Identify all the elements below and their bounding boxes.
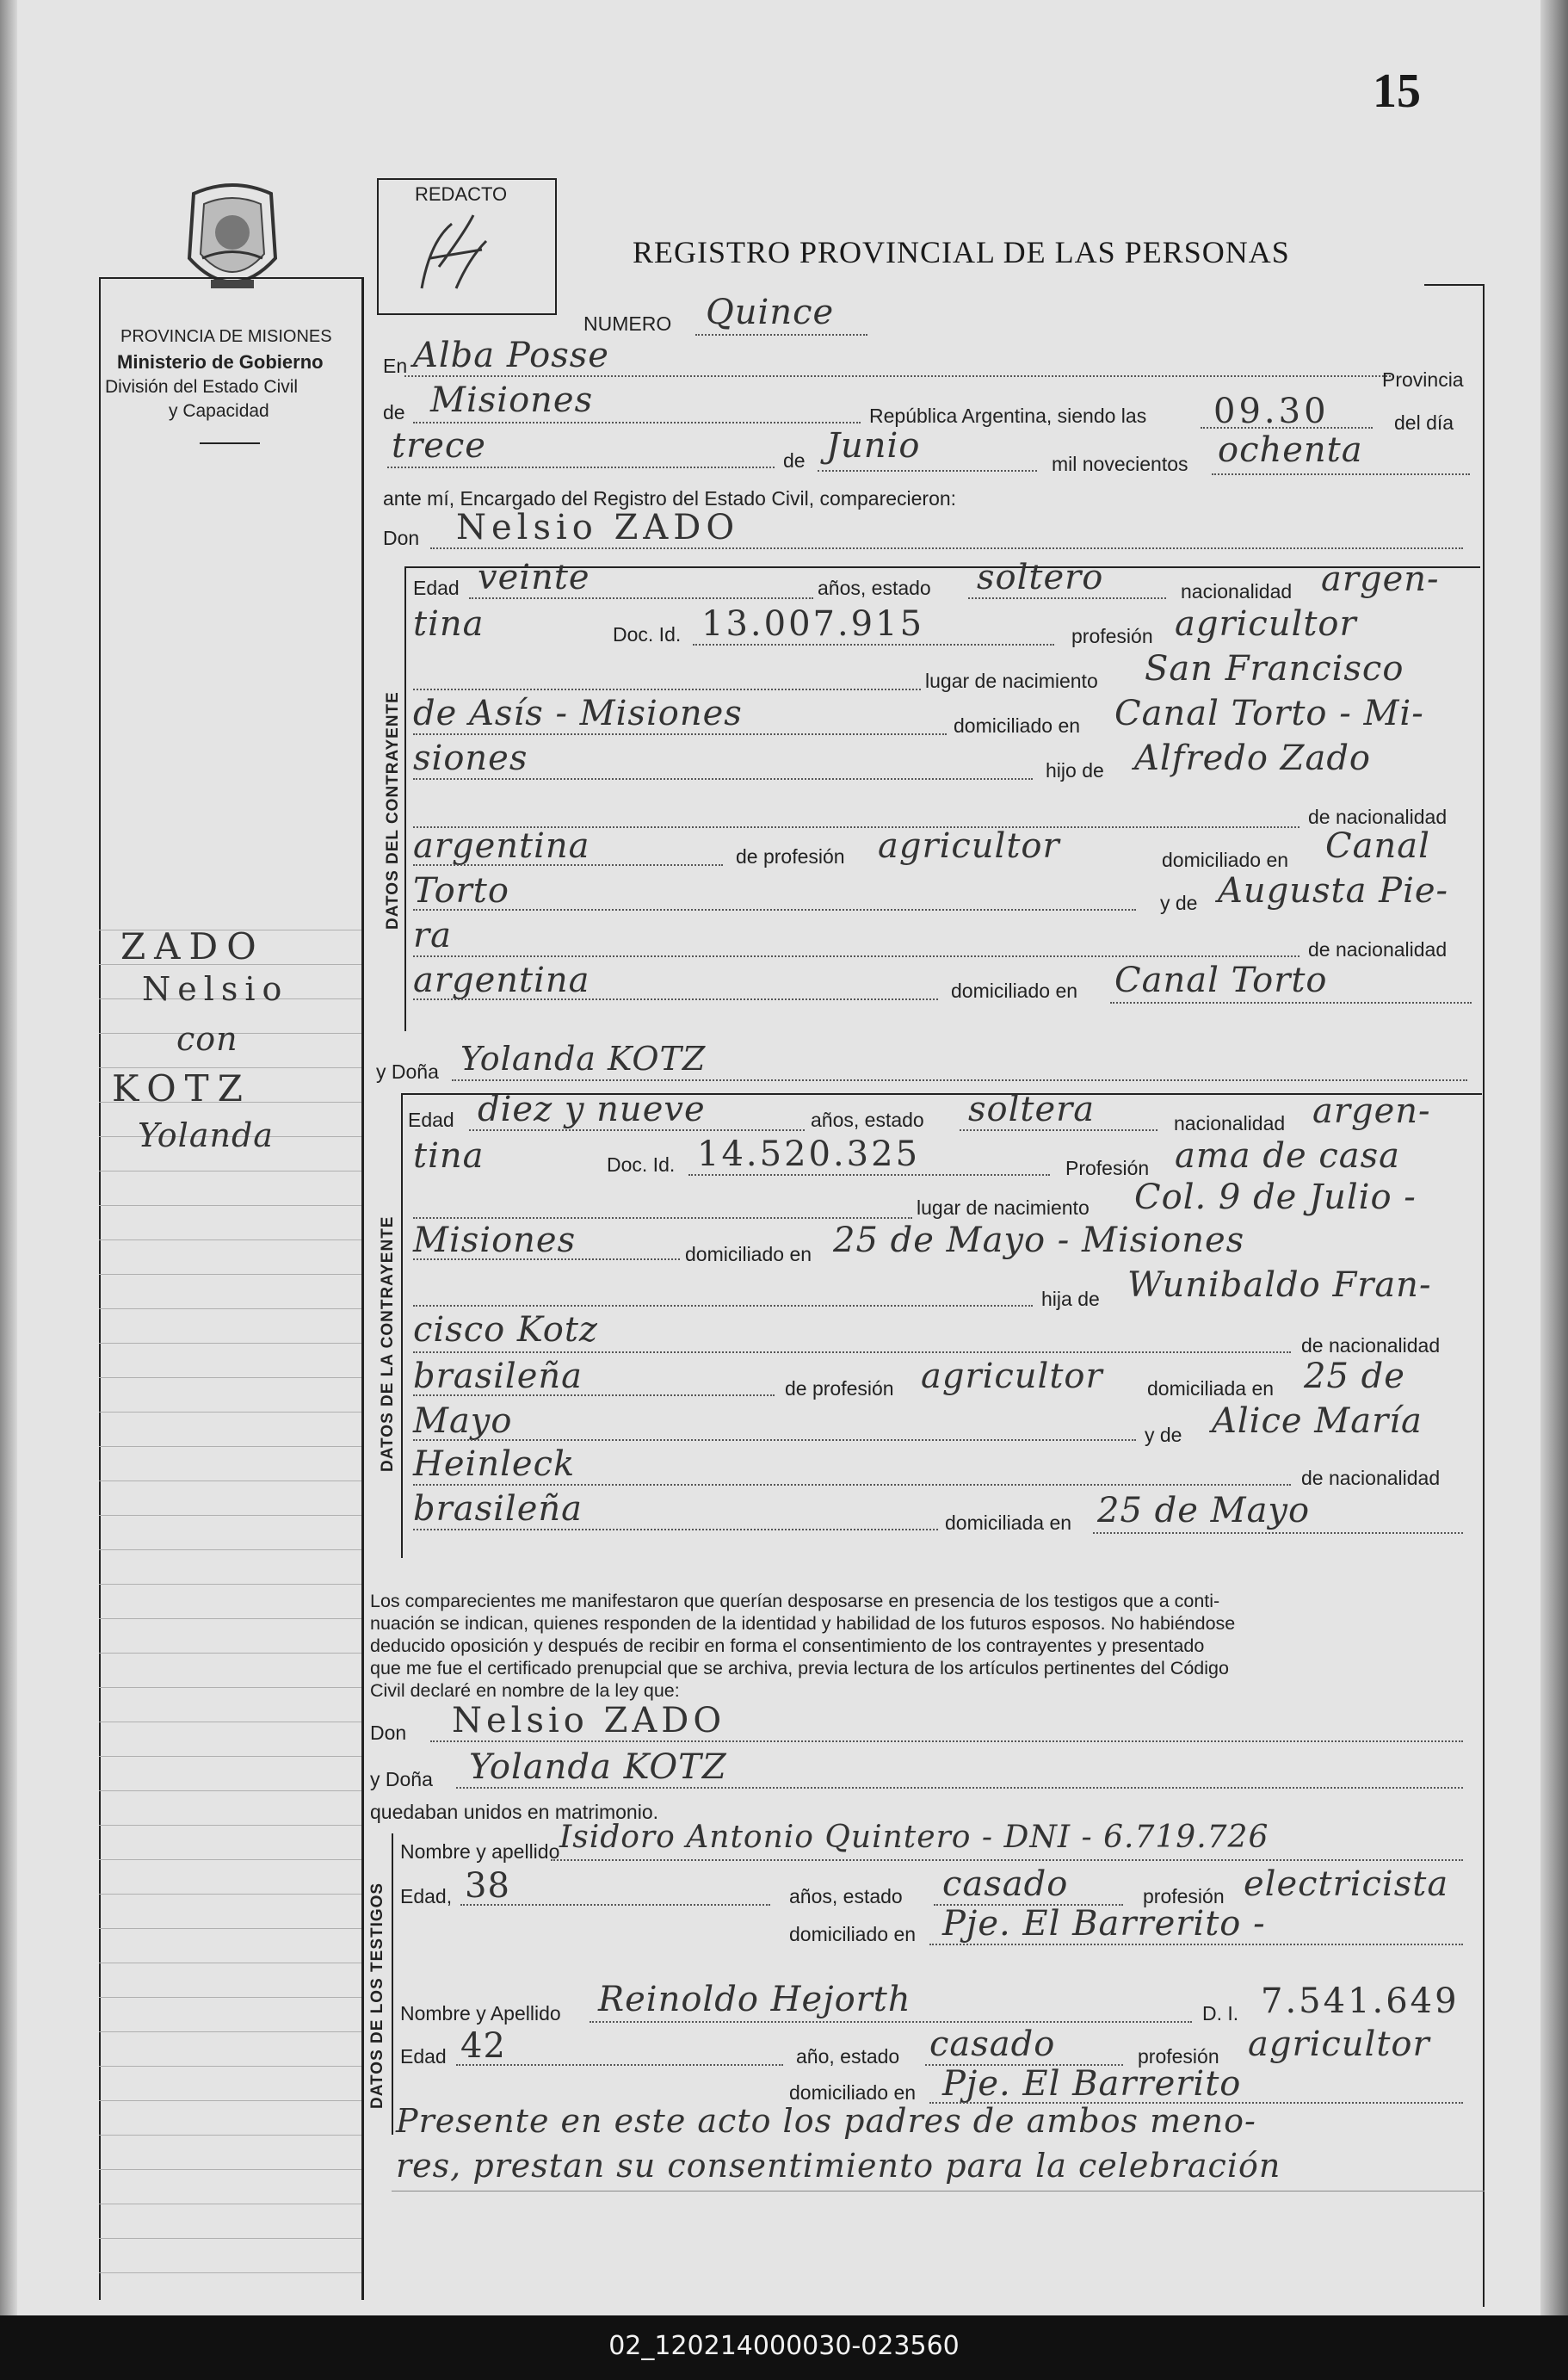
contrayente-name-dots — [430, 547, 1463, 549]
footer-id: 02_120214000030-023560 — [608, 2331, 960, 2361]
margin-note-surname: ZADO — [120, 925, 265, 967]
a-madre-dom-dots — [1093, 1532, 1463, 1534]
statement-quedaban: quedaban unidos en matrimonio. — [370, 1801, 659, 1823]
c-padre-domicilio-label: domiciliado en — [1162, 849, 1289, 871]
a-hija-label: hija de — [1041, 1288, 1100, 1310]
de2-label: de — [783, 449, 806, 472]
a-nacionalidad-value: argen- — [1312, 1091, 1431, 1131]
t2-edad-label: Edad — [400, 2045, 447, 2068]
c-padre-domicilio2: Torto — [413, 871, 509, 911]
contrayenta-dona-label: y Doña — [376, 1060, 439, 1083]
de-label: de — [383, 401, 405, 423]
contrayenta-name: Yolanda KOTZ — [460, 1040, 707, 1078]
republica-label: República Argentina, siendo las — [869, 405, 1147, 427]
mid-frame-vertical — [361, 277, 364, 2300]
division-label: División del Estado Civil — [105, 377, 299, 397]
a-de-nacionalidad-label: de nacionalidad — [1301, 1334, 1441, 1357]
redacto-initials — [404, 207, 499, 306]
t1-domicilio-value: Pje. El Barrerito - — [942, 1904, 1266, 1944]
a-lugar-value2: Misiones — [413, 1221, 577, 1260]
page-number: 15 — [1373, 65, 1421, 118]
t2-domicilio-value: Pje. El Barrerito — [942, 2064, 1242, 2104]
footer-bar — [0, 2315, 1568, 2380]
statement-line2: nuación se indican, quienes responden de la identidad y habilidad de los futuros esposos. No habiéndose — [370, 1613, 1236, 1634]
c-madre-domicilio-label: domiciliado en — [951, 980, 1078, 1002]
de-dots — [413, 422, 861, 423]
redacto-label: REDACTO — [415, 183, 508, 205]
c-madre-dom-dots — [1110, 1002, 1472, 1004]
t1-profesion-value: electricista — [1244, 1864, 1449, 1904]
c-nacionalidad-value: argen- — [1321, 559, 1440, 599]
margin-note-con: con — [176, 1020, 238, 1058]
a-padre-nac-dots — [413, 1394, 775, 1396]
hora-value: 09.30 — [1213, 392, 1330, 431]
hora-dots — [1201, 427, 1373, 429]
a-lugar-label: lugar de nacimiento — [917, 1196, 1090, 1219]
a-profesion-value: ama de casa — [1175, 1136, 1400, 1176]
mil-label: mil novecientos — [1052, 453, 1188, 475]
t1-profesion-label: profesión — [1143, 1885, 1225, 1907]
binding-edge — [0, 0, 17, 2315]
c-padre-profesion: agricultor — [878, 826, 1060, 866]
right-edge — [1540, 0, 1568, 2315]
a-anios-label: años, estado — [811, 1109, 924, 1131]
a-doc-label: Doc. Id. — [607, 1153, 676, 1176]
a-padre-profesion: agricultor — [921, 1357, 1103, 1396]
a-madre-value2: Heinleck — [413, 1444, 576, 1484]
a-padre-domicilio: 25 de — [1304, 1357, 1405, 1396]
a-domicilio-value: 25 de Mayo - Misiones — [833, 1221, 1245, 1260]
c-profesion-value: agricultor — [1175, 604, 1357, 644]
t2-domicilio-label: domiciliado en — [789, 2081, 917, 2104]
a-padre-domicilio2: Mayo — [413, 1401, 513, 1441]
a-madre-value: Alice María — [1212, 1401, 1423, 1441]
c-doc-dots — [693, 644, 1054, 646]
contrayenta-name-dots — [452, 1079, 1467, 1081]
t2-profesion-value: agricultor — [1248, 2025, 1430, 2064]
a-doc-value: 14.520.325 — [697, 1134, 921, 1174]
c-lugar-value2: de Asís - Misiones — [413, 694, 743, 733]
a-lugar-value: Col. 9 de Julio - — [1134, 1178, 1417, 1217]
ministry-label: Ministerio de Gobierno — [117, 351, 324, 373]
anio-value: ochenta — [1218, 430, 1363, 470]
a-doc-dots — [688, 1174, 1050, 1176]
c-de-nacionalidad-label: de nacionalidad — [1308, 806, 1448, 828]
testigos-note-line2: res, prestan su consentimiento para la celebración — [396, 2147, 1281, 2185]
t1-domicilio-label: domiciliado en — [789, 1923, 917, 1945]
c-edad-label: Edad — [413, 577, 460, 599]
a-hija-dots — [413, 1305, 1033, 1307]
a-de-nacionalidad-label2: de nacionalidad — [1301, 1467, 1441, 1489]
c-hijo-dots — [413, 778, 1033, 780]
c-nacionalidad-label: nacionalidad — [1181, 580, 1293, 603]
c-de-nacionalidad-label2: de nacionalidad — [1308, 938, 1448, 961]
testigos-note-line1: Presente en este acto los padres de ambos meno- — [396, 2102, 1256, 2140]
t2-di-value: 7.541.649 — [1261, 1981, 1460, 2021]
contrayenta-section-label: DATOS DE LA CONTRAYENTE — [379, 1215, 397, 1472]
a-de-profesion-label: de profesión — [785, 1377, 894, 1400]
t1-edad-dots — [460, 1904, 770, 1906]
c-domicilio-value2: siones — [413, 739, 528, 778]
c-hijo-label: hijo de — [1046, 759, 1104, 782]
t1-estado-value: casado — [942, 1864, 1069, 1904]
t1-estado-label: años, estado — [789, 1885, 903, 1907]
en-dots — [404, 375, 1394, 377]
c-padre-nacionalidad: argentina — [413, 826, 590, 866]
division2-label: y Capacidad — [169, 401, 269, 421]
c-madre-value2: ra — [413, 916, 452, 955]
t2-nombre-dots — [590, 2021, 1192, 2023]
c-lugar-dots-left — [413, 689, 921, 690]
a-profesion-label: Profesión — [1065, 1157, 1150, 1179]
contrayente-left-rule — [404, 566, 406, 1031]
anio-dots — [1212, 473, 1470, 475]
c-domicilio-value: Canal Torto - Mi- — [1114, 694, 1424, 733]
c-anios-label: años, estado — [818, 577, 931, 599]
ante-mi-text: ante mí, Encargado del Registro del Estado Civil, comparecieron: — [383, 487, 957, 510]
t1-edad-value: 38 — [465, 1866, 510, 1906]
del-dia-label: del día — [1394, 411, 1454, 434]
coat-of-arms-seal — [176, 176, 288, 306]
a-padre-nacionalidad: brasileña — [413, 1357, 583, 1396]
t2-nombre-value: Reinoldo Hejorth — [598, 1980, 911, 2019]
testigos-left-rule — [392, 1833, 393, 2135]
a-edad-value: diez y nueve — [478, 1090, 706, 1129]
a-lugar2-dots — [413, 1258, 680, 1260]
testigos-section-label: DATOS DE LOS TESTIGOS — [368, 1882, 386, 2109]
c-madre-nac-dots — [413, 998, 938, 1000]
province-label: PROVINCIA DE MISIONES — [120, 327, 332, 346]
t2-edad-dots — [456, 2064, 783, 2066]
c-madre2-dots — [413, 955, 1299, 957]
c-lugar-value: San Francisco — [1145, 649, 1404, 689]
a-padre-value: Wunibaldo Fran- — [1127, 1265, 1432, 1305]
t2-nombre-label: Nombre y Apellido — [400, 2002, 561, 2025]
statement-dona-value: Yolanda KOTZ — [469, 1747, 727, 1787]
a-padre-domicilio-label: domiciliada en — [1147, 1377, 1275, 1400]
dia-value: trece — [392, 426, 486, 466]
contrayenta-left-rule — [401, 1093, 403, 1558]
c-edad-value: veinte — [478, 558, 590, 597]
a-edad-dots — [469, 1129, 805, 1131]
contrayente-name: Nelsio ZADO — [456, 508, 740, 547]
margin-note-name: Nelsio — [142, 970, 289, 1008]
c-madre-value: Augusta Pie- — [1218, 871, 1449, 911]
a-madre-dots — [413, 1439, 1136, 1441]
a-edad-label: Edad — [408, 1109, 454, 1131]
c-estado-dots — [968, 597, 1166, 599]
a-estado-dots — [960, 1129, 1157, 1131]
statement-dona-label: y Doña — [370, 1768, 433, 1790]
c-domiciliado-label: domiciliado en — [954, 714, 1081, 737]
c-madre-dots — [413, 909, 1136, 911]
c-de-profesion-label: de profesión — [736, 845, 845, 868]
dia-dots — [387, 467, 775, 468]
t2-estado-value: casado — [929, 2025, 1056, 2064]
a-madre2-dots — [413, 1484, 1291, 1486]
a-madre-domicilio-label: domiciliada en — [945, 1511, 1072, 1534]
numero-label: NUMERO — [583, 312, 672, 335]
a-madre-domicilio: 25 de Mayo — [1097, 1491, 1311, 1530]
a-domiciliado-label: domiciliado en — [685, 1243, 812, 1265]
c-estado-value: soltero — [977, 558, 1104, 597]
c-y-de-label: y de — [1160, 892, 1198, 914]
c-lugar2-dots — [413, 733, 947, 735]
c-edad-dots — [469, 597, 813, 599]
t1-domicilio-dots — [929, 1944, 1463, 1945]
header-short-rule — [200, 442, 260, 444]
c-madre-domicilio: Canal Torto — [1114, 961, 1328, 1000]
contrayente-don-label: Don — [383, 527, 420, 549]
c-padre-value: Alfredo Zado — [1134, 739, 1372, 778]
t1-nombre-label: Nombre y apellido — [400, 1840, 560, 1863]
statement-line3: deducido oposición y después de recibir en forma el consentimiento de los contrayentes y presentado — [370, 1635, 1205, 1656]
statement-don-dots — [430, 1740, 1463, 1742]
mes-value: Junio — [826, 426, 921, 466]
registry-title: REGISTRO PROVINCIAL DE LAS PERSONAS — [633, 235, 1290, 269]
margin-note-surname2: KOTZ — [112, 1067, 251, 1110]
left-frame-top — [99, 277, 364, 279]
c-madre-nacionalidad: argentina — [413, 961, 590, 1000]
margin-note-name2: Yolanda — [138, 1116, 274, 1154]
c-nacionalidad-value2: tina — [413, 604, 485, 644]
c-profesion-label: profesión — [1071, 625, 1153, 647]
mes-dots — [818, 470, 1037, 472]
a-lugar-dots-left — [413, 1217, 912, 1219]
statement-dona-dots — [456, 1787, 1463, 1789]
c-doc-label: Doc. Id. — [613, 623, 682, 646]
statement-line5: Civil declaré en nombre de la ley que: — [370, 1680, 680, 1701]
t2-estado-label: año, estado — [796, 2045, 900, 2068]
contrayente-section-label: DATOS DEL CONTRAYENTE — [384, 691, 402, 930]
numero-dots — [695, 334, 867, 336]
t2-di-label: D. I. — [1202, 2002, 1239, 2025]
right-frame-top — [1424, 284, 1485, 286]
statement-don-label: Don — [370, 1722, 407, 1744]
statement-line4: que me fue el certificado prenupcial que se archiva, previa lectura de los artículos pertinentes del Código — [370, 1658, 1229, 1678]
de-value: Misiones — [430, 380, 594, 420]
right-frame-vertical — [1483, 284, 1485, 2307]
t1-edad-label: Edad, — [400, 1885, 453, 1907]
numero-value: Quince — [706, 293, 835, 332]
en-value: Alba Posse — [413, 336, 609, 375]
a-madre-nacionalidad: brasileña — [413, 1489, 583, 1529]
provincia-label: Provincia — [1382, 368, 1464, 391]
a-padre-value2: cisco Kotz — [413, 1310, 598, 1350]
a-padre2-dots — [413, 1351, 1291, 1353]
a-estado-value: soltera — [968, 1090, 1096, 1129]
a-y-de-label: y de — [1145, 1424, 1182, 1446]
c-padre-domicilio: Canal — [1325, 826, 1430, 866]
en-label: En — [383, 355, 408, 377]
statement-don-value: Nelsio ZADO — [452, 1701, 726, 1740]
statement-line1: Los comparecientes me manifestaron que querían desposarse en presencia de los testigos que a conti- — [370, 1591, 1220, 1611]
a-madre-nac-dots — [413, 1529, 938, 1530]
t1-nombre-value: Isidoro Antonio Quintero - DNI - 6.719.726 — [559, 1820, 1269, 1855]
t1-nombre-dots — [551, 1859, 1463, 1861]
a-nacionalidad-label: nacionalidad — [1174, 1112, 1286, 1134]
c-padre-nac-dots — [413, 864, 723, 866]
a-nacionalidad-value2: tina — [413, 1136, 485, 1176]
c-lugar-label: lugar de nacimiento — [925, 670, 1098, 692]
t2-edad-value: 42 — [460, 2026, 506, 2066]
c-doc-value: 13.007.915 — [701, 604, 925, 644]
t2-profesion-label: profesión — [1138, 2045, 1219, 2068]
